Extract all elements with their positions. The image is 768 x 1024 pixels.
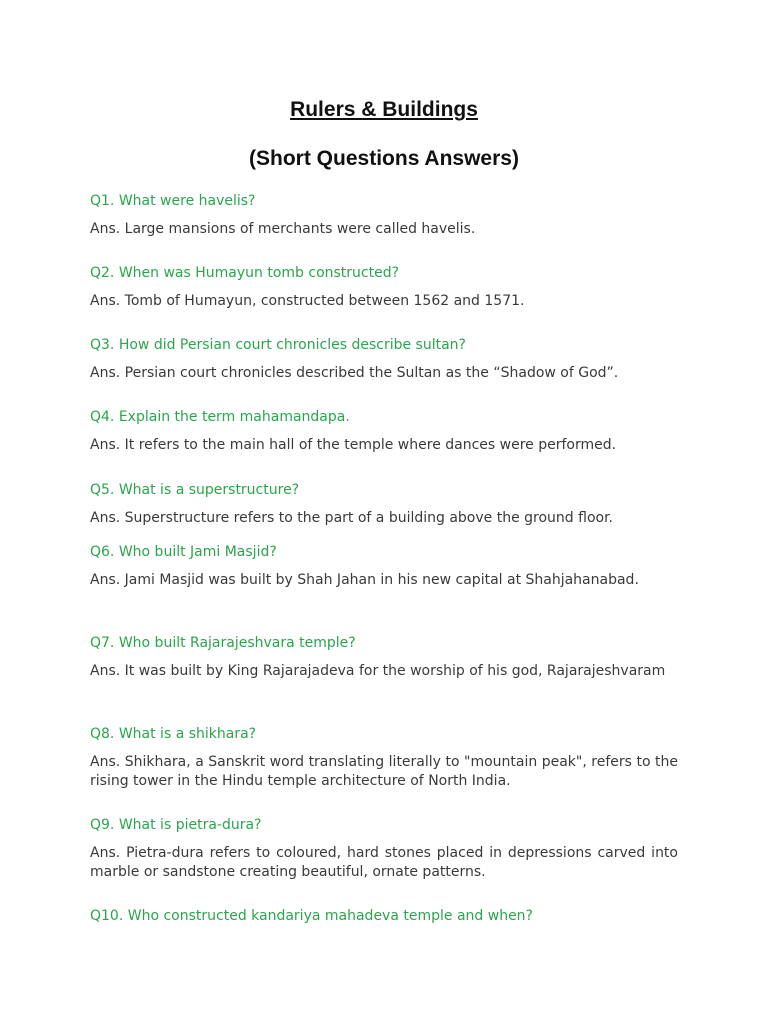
- qa-item-7: [90, 634, 678, 681]
- answer-6: Ans. Jami Masjid was built by Shah Jahan in his new capital at Shahjahanabad.: [90, 572, 639, 588]
- question-9: Q9. What is pietra-dura?: [90, 817, 262, 833]
- question-5: Q5. What is a superstructure?: [90, 482, 300, 498]
- question-10: Q10. Who constructed kandariya mahadeva temple and when?: [90, 908, 533, 924]
- answer-4: Ans. It refers to the main hall of the temple where dances were performed.: [90, 437, 617, 453]
- qa-item-9: [90, 816, 678, 882]
- question-3: Q3. How did Persian court chronicles describe sultan?: [90, 337, 466, 353]
- answer-9: Ans. Pietra-dura refers to coloured, hard stones placed in depressions carved into marble or sandstone creating beautiful, ornate patterns.: [90, 845, 678, 880]
- page-title: Rulers & Buildings: [290, 98, 478, 121]
- answer-7: Ans. It was built by King Rajarajadeva for the worship of his god, Rajarajeshvaram: [90, 663, 666, 679]
- question-8: Q8. What is a shikhara?: [90, 726, 257, 742]
- document-page: [90, 0, 678, 1024]
- qa-item-3: [90, 336, 678, 383]
- question-1: Q1. What were havelis?: [90, 193, 256, 209]
- page-subtitle: (Short Questions Answers): [249, 147, 519, 170]
- qa-item-2: [90, 264, 678, 311]
- qa-item-5: [90, 481, 678, 528]
- qa-item-8: [90, 725, 678, 791]
- answer-5: Ans. Superstructure refers to the part of a building above the ground floor.: [90, 510, 613, 526]
- question-4: Q4. Explain the term mahamandapa.: [90, 409, 350, 425]
- qa-item-10: [90, 907, 678, 935]
- answer-2: Ans. Tomb of Humayun, constructed between 1562 and 1571.: [90, 293, 525, 309]
- qa-item-1: [90, 192, 678, 239]
- qa-item-6: [90, 543, 678, 590]
- question-7: Q7. Who built Rajarajeshvara temple?: [90, 635, 356, 651]
- question-2: Q2. When was Humayun tomb constructed?: [90, 265, 400, 281]
- answer-1: Ans. Large mansions of merchants were called havelis.: [90, 221, 476, 237]
- answer-3: Ans. Persian court chronicles described the Sultan as the “Shadow of God”.: [90, 365, 619, 381]
- answer-8: Ans. Shikhara, a Sanskrit word translating literally to "mountain peak", refers to the rising tower in the Hindu temple architecture of North India.: [90, 754, 678, 789]
- question-6: Q6. Who built Jami Masjid?: [90, 544, 277, 560]
- qa-item-4: [90, 408, 678, 455]
